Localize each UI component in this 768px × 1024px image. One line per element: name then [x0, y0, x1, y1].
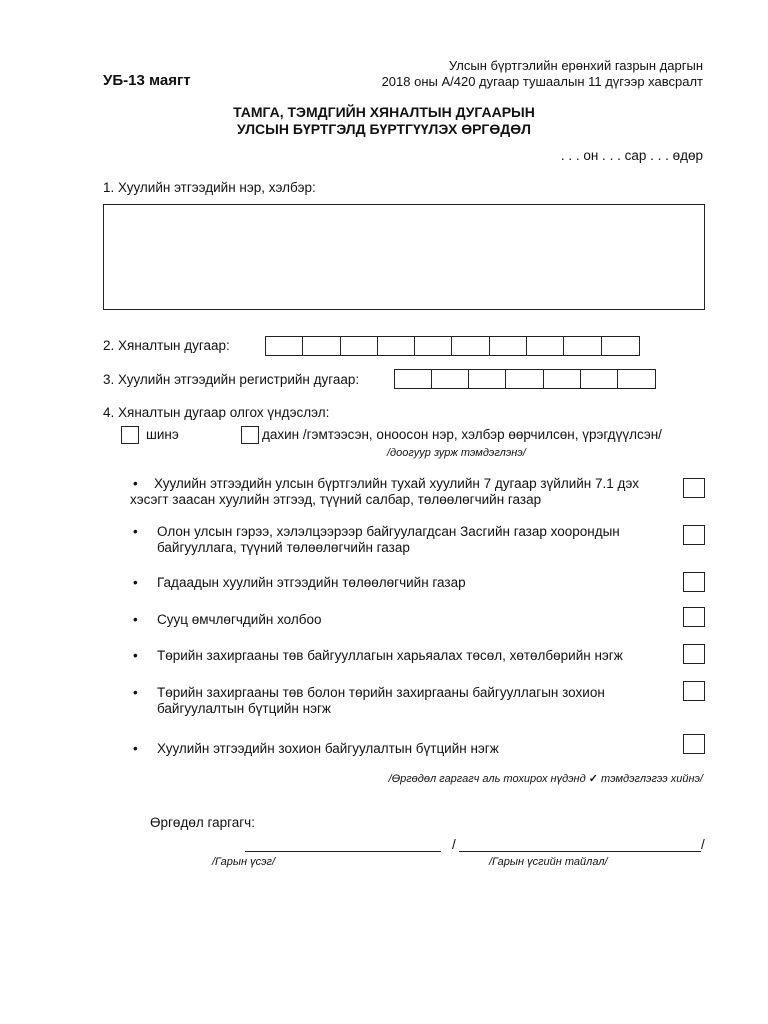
check-instruction-note — [389, 772, 703, 785]
slash-close: / — [701, 837, 705, 852]
date-line: . . . он . . . сар . . . өдөр — [560, 148, 703, 163]
applicant-label: Өргөдөл гаргагч: — [150, 815, 255, 830]
digit-cell[interactable] — [303, 337, 340, 355]
digit-cell[interactable] — [432, 370, 469, 388]
item-checkbox[interactable] — [683, 734, 705, 754]
list-item — [133, 575, 673, 591]
signature-caption: /Гарын үсэг/ — [212, 856, 276, 868]
digit-cell[interactable] — [415, 337, 452, 355]
bullet: • — [133, 741, 138, 756]
check-note-text-end: тэмдэглэгээ хийнэ/ — [601, 773, 703, 785]
bullet: • — [133, 648, 138, 663]
new-option-checkbox[interactable] — [121, 426, 139, 444]
form-code: УБ-13 маягт — [103, 72, 191, 89]
title-line-1: ТАМГА, ТЭМДГИЙН ХЯНАЛТЫН ДУГААРЫН — [233, 104, 535, 120]
digit-cell[interactable] — [564, 337, 601, 355]
bullet: • — [133, 476, 138, 491]
check-note-text: /Өргөдөл гаргагч аль тохирох нүдэнд — [388, 773, 586, 785]
item-checkbox[interactable] — [683, 525, 705, 545]
digit-cell[interactable] — [618, 370, 655, 388]
bullet: • — [133, 524, 138, 539]
check-mark-icon: ✓ — [588, 773, 598, 785]
signature-line[interactable] — [245, 837, 441, 852]
authority-reference — [382, 58, 703, 90]
item-checkbox[interactable] — [683, 644, 705, 664]
slash-open: / — [452, 837, 456, 852]
list-item — [133, 524, 673, 556]
title-line-2: УЛСЫН БҮРТГЭЛД БҮРТГҮҮЛЭХ ӨРГӨДӨЛ — [237, 121, 531, 137]
item-checkbox[interactable] — [683, 681, 705, 701]
registry-number-cells[interactable] — [394, 369, 656, 389]
underline-note: /доогуур зурж тэмдэглэнэ/ — [387, 447, 526, 459]
digit-cell[interactable] — [266, 337, 303, 355]
q1-label: 1. Хуулийн этгээдийн нэр, хэлбэр: — [103, 180, 316, 195]
list-item-text: Төрийн захиргааны төв болон төрийн захиргааны байгууллагын зохион байгуулалтын бүтцийн нэгж — [157, 685, 605, 716]
list-item-text: Олон улсын гэрээ, хэлэлцээрээр байгуулагдсан Засгийн газар хоорондын байгууллага, түүний төлөөлөгчийн газар — [157, 524, 620, 555]
digit-cell[interactable] — [506, 370, 543, 388]
item-checkbox[interactable] — [683, 607, 705, 627]
list-item — [133, 612, 673, 628]
list-item-text: Хуулийн этгээдийн зохион байгуулалтын бүтцийн нэгж — [157, 741, 499, 756]
digit-cell[interactable] — [469, 370, 506, 388]
q3-label: 3. Хуулийн этгээдийн регистрийн дугаар: — [103, 372, 360, 387]
reissue-option-checkbox[interactable] — [241, 426, 259, 444]
q2-label: 2. Хяналтын дугаар: — [103, 338, 230, 353]
entity-name-field[interactable] — [103, 204, 705, 310]
list-item — [133, 648, 673, 664]
control-number-cells[interactable] — [265, 336, 640, 356]
digit-cell[interactable] — [490, 337, 527, 355]
authority-line-1: Улсын бүртгэлийн ерөнхий газрын даргын — [448, 58, 703, 73]
bullet: • — [133, 685, 138, 700]
list-item — [130, 476, 673, 508]
bullet: • — [133, 612, 138, 627]
digit-cell[interactable] — [452, 337, 489, 355]
digit-cell[interactable] — [395, 370, 432, 388]
item-checkbox[interactable] — [683, 572, 705, 592]
q4-label: 4. Хяналтын дугаар олгох үндэслэл: — [103, 405, 330, 420]
new-option-label: шинэ — [146, 427, 179, 442]
list-item-text: Сууц өмчлөгчдийн холбоо — [157, 612, 322, 627]
name-caption: /Гарын үсгийн тайлал/ — [489, 856, 608, 868]
reissue-option-label: дахин /гэмтээсэн, оноосон нэр, хэлбэр өөрчилсөн, үрэгдүүлсэн/ — [262, 427, 662, 442]
list-item — [133, 741, 673, 757]
digit-cell[interactable] — [378, 337, 415, 355]
digit-cell[interactable] — [544, 370, 581, 388]
list-item-text: Гадаадын хуулийн этгээдийн төлөөлөгчийн газар — [157, 575, 466, 590]
list-item-text: Хуулийн этгээдийн улсын бүртгэлийн тухай хуулийн 7 дугаар зүйлийн 7.1 дэх хэсэгт заасан хуулийн этгээд, түүний салбар, төлөөлөгчийн газар — [130, 476, 640, 507]
signature-name-line[interactable] — [459, 837, 701, 852]
digit-cell[interactable] — [341, 337, 378, 355]
bullet: • — [133, 575, 138, 590]
digit-cell[interactable] — [602, 337, 639, 355]
list-item-text: Төрийн захиргааны төв байгууллагын харьяалах төсөл, хөтөлбөрийн нэгж — [157, 648, 623, 663]
item-checkbox[interactable] — [683, 478, 705, 498]
document-title — [0, 104, 768, 138]
digit-cell[interactable] — [527, 337, 564, 355]
authority-line-2: 2018 оны А/420 дугаар тушаалын 11 дүгээр хавсралт — [381, 74, 703, 89]
digit-cell[interactable] — [581, 370, 618, 388]
list-item — [133, 685, 673, 717]
